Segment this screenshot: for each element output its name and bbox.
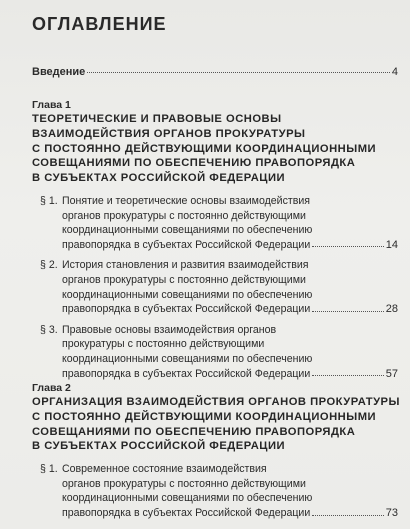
section-title-line: правопорядка в субъектах Российской Федерации — [62, 303, 311, 316]
section-title-line: координационными совещаниями по обеспечению — [62, 224, 313, 237]
section-title-line: Современное состояние взаимодействия — [62, 463, 267, 476]
section-title-line: История становления и развития взаимодействия — [62, 259, 309, 272]
section-title — [62, 323, 398, 381]
chapter-label: Глава 2 — [32, 382, 71, 394]
chapter-title-line: С ПОСТОЯННО ДЕЙСТВУЮЩИМИ КООРДИНАЦИОННЫМИ — [32, 410, 377, 423]
section-title-line: органов прокуратуры с постоянно действующими — [62, 209, 306, 222]
chapter-title-line: ВЗАИМОДЕЙСТВИЯ ОРГАНОВ ПРОКУРАТУРЫ — [32, 127, 306, 140]
toc-entry-introduction[interactable] — [32, 66, 398, 78]
section-title-line: органов прокуратуры с постоянно действующими — [62, 273, 306, 286]
dot-leader — [312, 515, 383, 516]
page-title: ОГЛАВЛЕНИЕ — [32, 14, 167, 34]
toc-entry-section[interactable] — [32, 194, 398, 252]
section-number: § 1. — [40, 194, 58, 207]
section-title-line: Понятие и теоретические основы взаимодействия — [62, 194, 311, 207]
section-number: § 1. — [40, 463, 58, 476]
section-last-line — [62, 506, 398, 521]
section-title-line: правопорядка в субъектах Российской Федерации — [62, 238, 311, 251]
chapter-1 — [32, 98, 398, 381]
section-title — [62, 462, 398, 520]
chapter-title — [32, 395, 398, 454]
page-number: 14 — [385, 238, 398, 251]
section-title-line: координационными совещаниями по обеспечению — [62, 492, 313, 505]
page-number: 28 — [385, 303, 398, 316]
dot-leader — [312, 246, 383, 247]
page-number: 73 — [385, 506, 398, 519]
chapter-title-line: СОВЕЩАНИЯМИ ПО ОБЕСПЕЧЕНИЮ ПРАВОПОРЯДКА — [32, 425, 356, 438]
section-title-line: правопорядка в субъектах Российской Федерации — [62, 367, 311, 380]
section-last-line — [62, 238, 398, 253]
toc-entry-section[interactable] — [32, 462, 398, 520]
chapter-title-line: С ПОСТОЯННО ДЕЙСТВУЮЩИМИ КООРДИНАЦИОННЫМИ — [32, 142, 377, 155]
dot-leader — [312, 311, 383, 312]
section-title — [62, 194, 398, 252]
page-number: 4 — [391, 66, 398, 78]
chapter-title-line: СОВЕЩАНИЯМИ ПО ОБЕСПЕЧЕНИЮ ПРАВОПОРЯДКА — [32, 157, 356, 170]
dot-leader — [312, 375, 383, 376]
chapter-title-line: ТЕОРЕТИЧЕСКИЕ И ПРАВОВЫЕ ОСНОВЫ — [32, 113, 282, 125]
section-title-line: правопорядка в субъектах Российской Федерации — [62, 506, 311, 519]
toc-entry-section[interactable] — [32, 258, 398, 316]
dot-leader — [87, 72, 390, 73]
toc-entry-section[interactable] — [32, 323, 398, 381]
chapter-label: Глава 1 — [32, 99, 71, 111]
page-number: 57 — [385, 367, 398, 380]
section-title-line: координационными совещаниями по обеспечению — [62, 352, 313, 365]
section-title-line: прокуратуры с постоянно действующими — [62, 338, 265, 351]
section-last-line — [62, 302, 398, 317]
chapter-title-line: В СУБЪЕКТАХ РОССИЙСКОЙ ФЕДЕРАЦИИ — [32, 172, 286, 185]
section-title-line: координационными совещаниями по обеспечению — [62, 288, 313, 301]
section-title — [62, 258, 398, 316]
section-number: § 3. — [40, 323, 58, 336]
entry-label: Введение — [32, 66, 86, 78]
section-number: § 2. — [40, 259, 58, 272]
chapter-2 — [32, 381, 398, 521]
section-last-line — [62, 367, 398, 382]
section-title-line: Правовые основы взаимодействия органов — [62, 323, 277, 336]
chapter-title-line: ОРГАНИЗАЦИЯ ВЗАИМОДЕЙСТВИЯ ОРГАНОВ ПРОКУРАТУРЫ — [32, 396, 400, 408]
section-title-line: органов прокуратуры с постоянно действующими — [62, 477, 306, 490]
chapter-title — [32, 112, 398, 186]
chapter-title-line: В СУБЪЕКТАХ РОССИЙСКОЙ ФЕДЕРАЦИИ — [32, 440, 286, 453]
